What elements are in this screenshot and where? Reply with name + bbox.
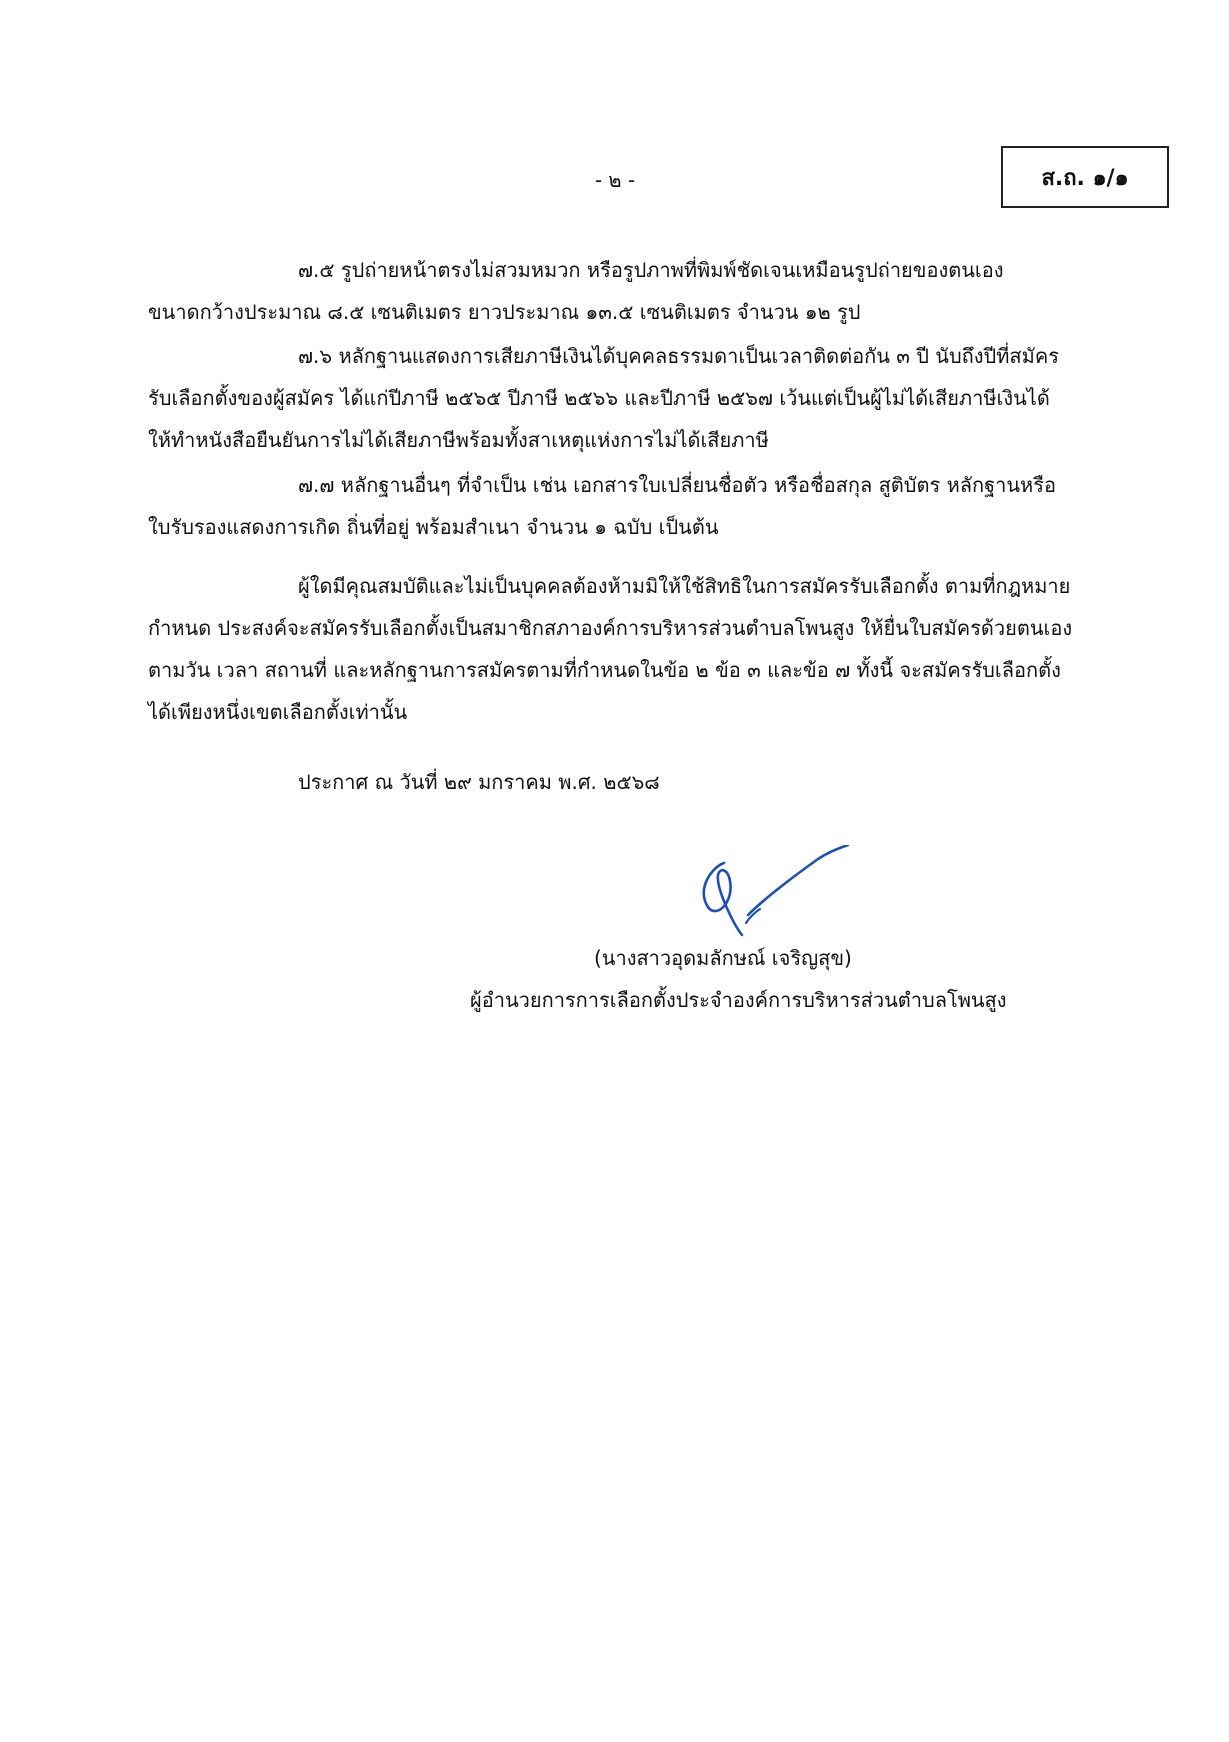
announcement-date: ประกาศ ณ วันที่ ๒๙ มกราคม พ.ศ. ๒๕๖๘ (298, 770, 660, 794)
paragraph-line-4: ได้เพียงหนึ่งเขตเลือกตั้งเท่านั้น (148, 700, 408, 724)
item-7-7-line-1: ๗.๗ หลักฐานอื่นๆ ที่จำเป็น เช่น เอกสารใบเปลี่ยนชื่อตัว หรือชื่อสกุล สูติบัตร หลักฐานหรือ (298, 473, 1056, 497)
signatory-position: ผู้อำนวยการการเลือกตั้งประจำองค์การบริหารส่วนตำบลโพนสูง (470, 988, 1007, 1012)
paragraph-line-1: ผู้ใดมีคุณสมบัติและไม่เป็นบุคคลต้องห้ามมิให้ใช้สิทธิในการสมัครรับเลือกตั้ง ตามที่กฎหมาย (298, 574, 1071, 598)
item-7-6-line-1: ๗.๖ หลักฐานแสดงการเสียภาษีเงินได้บุคคลธรรมดาเป็นเวลาติดต่อกัน ๓ ปี นับถึงปีที่สมัคร (298, 344, 1059, 368)
form-code-box (1001, 146, 1169, 208)
item-7-6-line-3: ให้ทำหนังสือยืนยันการไม่ได้เสียภาษีพร้อมทั้งสาเหตุแห่งการไม่ได้เสียภาษี (148, 428, 769, 452)
signatory-name: (นางสาวอุดมลักษณ์ เจริญสุข) (594, 946, 852, 970)
item-7-7-line-2: ใบรับรองแสดงการเกิด ถิ่นที่อยู่ พร้อมสำเนา จำนวน ๑ ฉบับ เป็นต้น (148, 515, 719, 539)
handwritten-signature (690, 845, 860, 945)
page-number: - ๒ - (594, 168, 636, 192)
paragraph-line-2: กำหนด ประสงค์จะสมัครรับเลือกตั้งเป็นสมาชิกสภาองค์การบริหารส่วนตำบลโพนสูง ให้ยื่นใบสมัครด้วยตนเอง (148, 616, 1073, 640)
form-code: ส.ถ. ๑/๑ (1041, 165, 1129, 191)
item-7-5-line-2: ขนาดกว้างประมาณ ๘.๕ เซนติเมตร ยาวประมาณ ๑๓.๕ เซนติเมตร จำนวน ๑๒ รูป (148, 300, 861, 324)
item-7-5-line-1: ๗.๕ รูปถ่ายหน้าตรงไม่สวมหมวก หรือรูปภาพที่พิมพ์ชัดเจนเหมือนรูปถ่ายของตนเอง (298, 258, 1004, 282)
item-7-6-line-2: รับเลือกตั้งของผู้สมัคร ได้แก่ปีภาษี ๒๕๖๕ ปีภาษี ๒๕๖๖ และปีภาษี ๒๕๖๗ เว้นแต่เป็นผู้ไม่ได้เสียภาษีเงินได้ (148, 386, 1050, 410)
paragraph-line-3: ตามวัน เวลา สถานที่ และหลักฐานการสมัครตามที่กำหนดในข้อ ๒ ข้อ ๓ และข้อ ๗ ทั้งนี้ จะสมัครรับเลือกตั้ง (148, 658, 1061, 682)
